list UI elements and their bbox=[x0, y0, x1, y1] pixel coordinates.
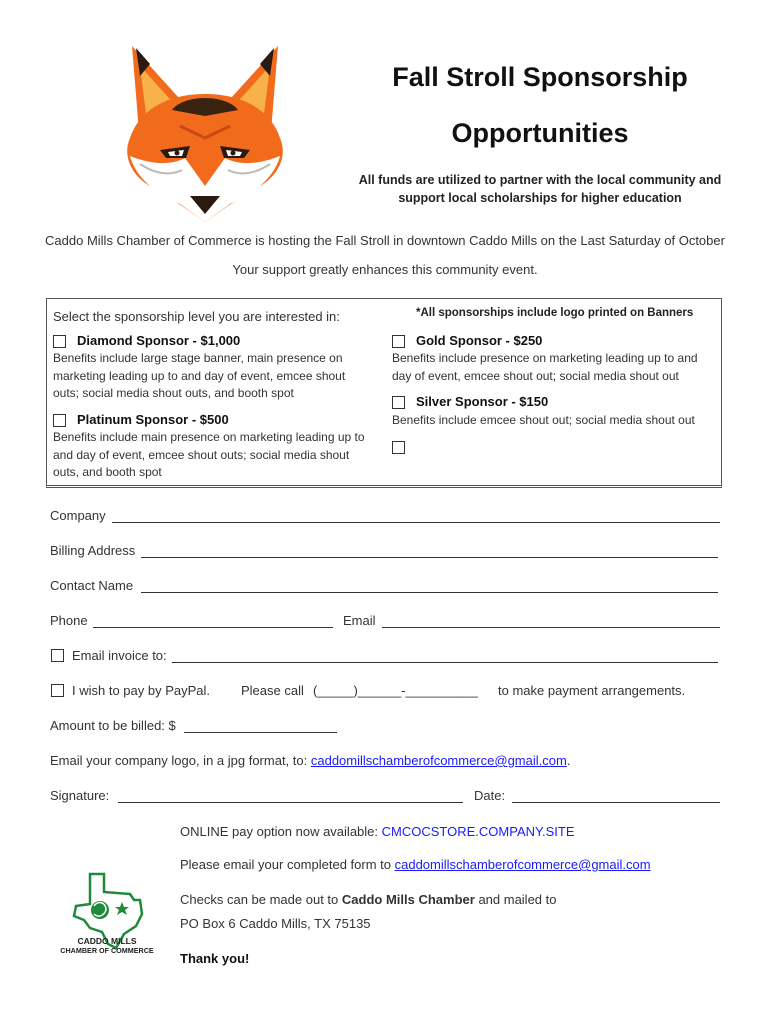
logo-instructions bbox=[50, 753, 570, 768]
payment-arrangements-text: to make payment arrangements. bbox=[498, 683, 686, 698]
logo-text-line2: CHAMBER OF COMMERCE bbox=[60, 946, 154, 955]
logo-instructions-period: . bbox=[566, 753, 571, 768]
gold-benefits: Benefits include presence on marketing leading up to and day of event, emcee shout out; social media shout out bbox=[392, 351, 698, 383]
diamond-checkbox[interactable] bbox=[53, 335, 66, 348]
page-title-line2: Opportunities bbox=[451, 118, 629, 148]
hosting-text: Caddo Mills Chamber of Commerce is hosting the Fall Stroll in downtown Caddo Mills on the Last Saturday of October bbox=[45, 233, 725, 248]
company-field[interactable] bbox=[112, 522, 720, 523]
support-text: Your support greatly enhances this community event. bbox=[232, 262, 538, 277]
please-call-text: Please call bbox=[241, 683, 304, 698]
billing-address-field[interactable] bbox=[141, 557, 718, 558]
silver-sponsor-label: Silver Sponsor - $150 bbox=[416, 394, 549, 409]
phone-label: Phone bbox=[50, 613, 88, 628]
amount-field[interactable] bbox=[184, 732, 337, 733]
subtitle: All funds are utilized to partner with the local community and support local scholarships for higher education bbox=[358, 173, 722, 205]
billing-address-label: Billing Address bbox=[50, 543, 136, 558]
email-invoice-field[interactable] bbox=[172, 662, 718, 663]
checks-line bbox=[180, 892, 557, 907]
chamber-logo-image bbox=[60, 870, 155, 960]
logo-instructions-text: Email your company logo, in a jpg format, to: bbox=[50, 753, 308, 768]
gold-checkbox[interactable] bbox=[392, 335, 405, 348]
paypal-label: I wish to pay by PayPal. bbox=[72, 683, 211, 698]
online-pay-label: ONLINE pay option now available: bbox=[180, 824, 379, 839]
signature-field[interactable] bbox=[118, 802, 463, 803]
silver-checkbox[interactable] bbox=[392, 396, 405, 409]
email-label: Email bbox=[343, 613, 376, 628]
email-form-line bbox=[180, 857, 651, 872]
diamond-benefits: Benefits include large stage banner, main presence on marketing leading up to and day of event, emcee shout outs; social media shout outs, and booth spot bbox=[53, 351, 346, 400]
signature-label: Signature: bbox=[50, 788, 110, 803]
platinum-sponsor-label: Platinum Sponsor - $500 bbox=[77, 412, 229, 427]
fox-mascot-image bbox=[110, 46, 300, 224]
platinum-benefits: Benefits include main presence on marketing leading up to and day of event, emcee shout outs; social media shout outs, and booth spot bbox=[53, 430, 365, 479]
date-label: Date: bbox=[474, 788, 506, 803]
online-store-link[interactable]: CMCOCSTORE.COMPANY.SITE bbox=[381, 824, 575, 839]
contact-name-field[interactable] bbox=[141, 592, 718, 593]
amount-label: Amount to be billed: $ bbox=[50, 718, 176, 733]
mailing-address: PO Box 6 Caddo Mills, TX 75135 bbox=[180, 916, 371, 931]
contact-name-label: Contact Name bbox=[50, 578, 134, 593]
email-field[interactable] bbox=[382, 627, 720, 628]
silver-benefits: Benefits include emcee shout out; social media shout out bbox=[392, 413, 695, 427]
checks-suffix: and mailed to bbox=[478, 892, 557, 907]
email-form-label: Please email your completed form to bbox=[180, 857, 391, 872]
all-sponsorships-note: *All sponsorships include logo printed on Banners bbox=[416, 307, 694, 319]
date-field[interactable] bbox=[512, 802, 720, 803]
email-invoice-checkbox[interactable] bbox=[51, 649, 64, 662]
call-phone-number: (_____)______-__________ bbox=[313, 683, 478, 698]
online-pay-line bbox=[180, 824, 575, 839]
checks-prefix: Checks can be made out to bbox=[180, 892, 339, 907]
other-checkbox[interactable] bbox=[392, 441, 405, 454]
platinum-checkbox[interactable] bbox=[53, 414, 66, 427]
checks-payee: Caddo Mills Chamber bbox=[341, 892, 475, 907]
logo-email-link[interactable]: caddomillschamberofcommerce@gmail.com bbox=[310, 753, 567, 768]
diamond-sponsor-label: Diamond Sponsor - $1,000 bbox=[77, 333, 241, 348]
select-prompt: Select the sponsorship level you are interested in: bbox=[53, 309, 340, 324]
page-title-line1: Fall Stroll Sponsorship bbox=[392, 62, 688, 92]
email-invoice-label: Email invoice to: bbox=[72, 648, 167, 663]
company-label: Company bbox=[50, 508, 106, 523]
email-form-link[interactable]: caddomillschamberofcommerce@gmail.com bbox=[394, 857, 651, 872]
logo-text-line1: CADDO MILLS bbox=[77, 936, 137, 946]
phone-field[interactable] bbox=[93, 627, 333, 628]
gold-sponsor-label: Gold Sponsor - $250 bbox=[416, 333, 543, 348]
paypal-checkbox[interactable] bbox=[51, 684, 64, 697]
thank-you-text: Thank you! bbox=[180, 951, 250, 966]
